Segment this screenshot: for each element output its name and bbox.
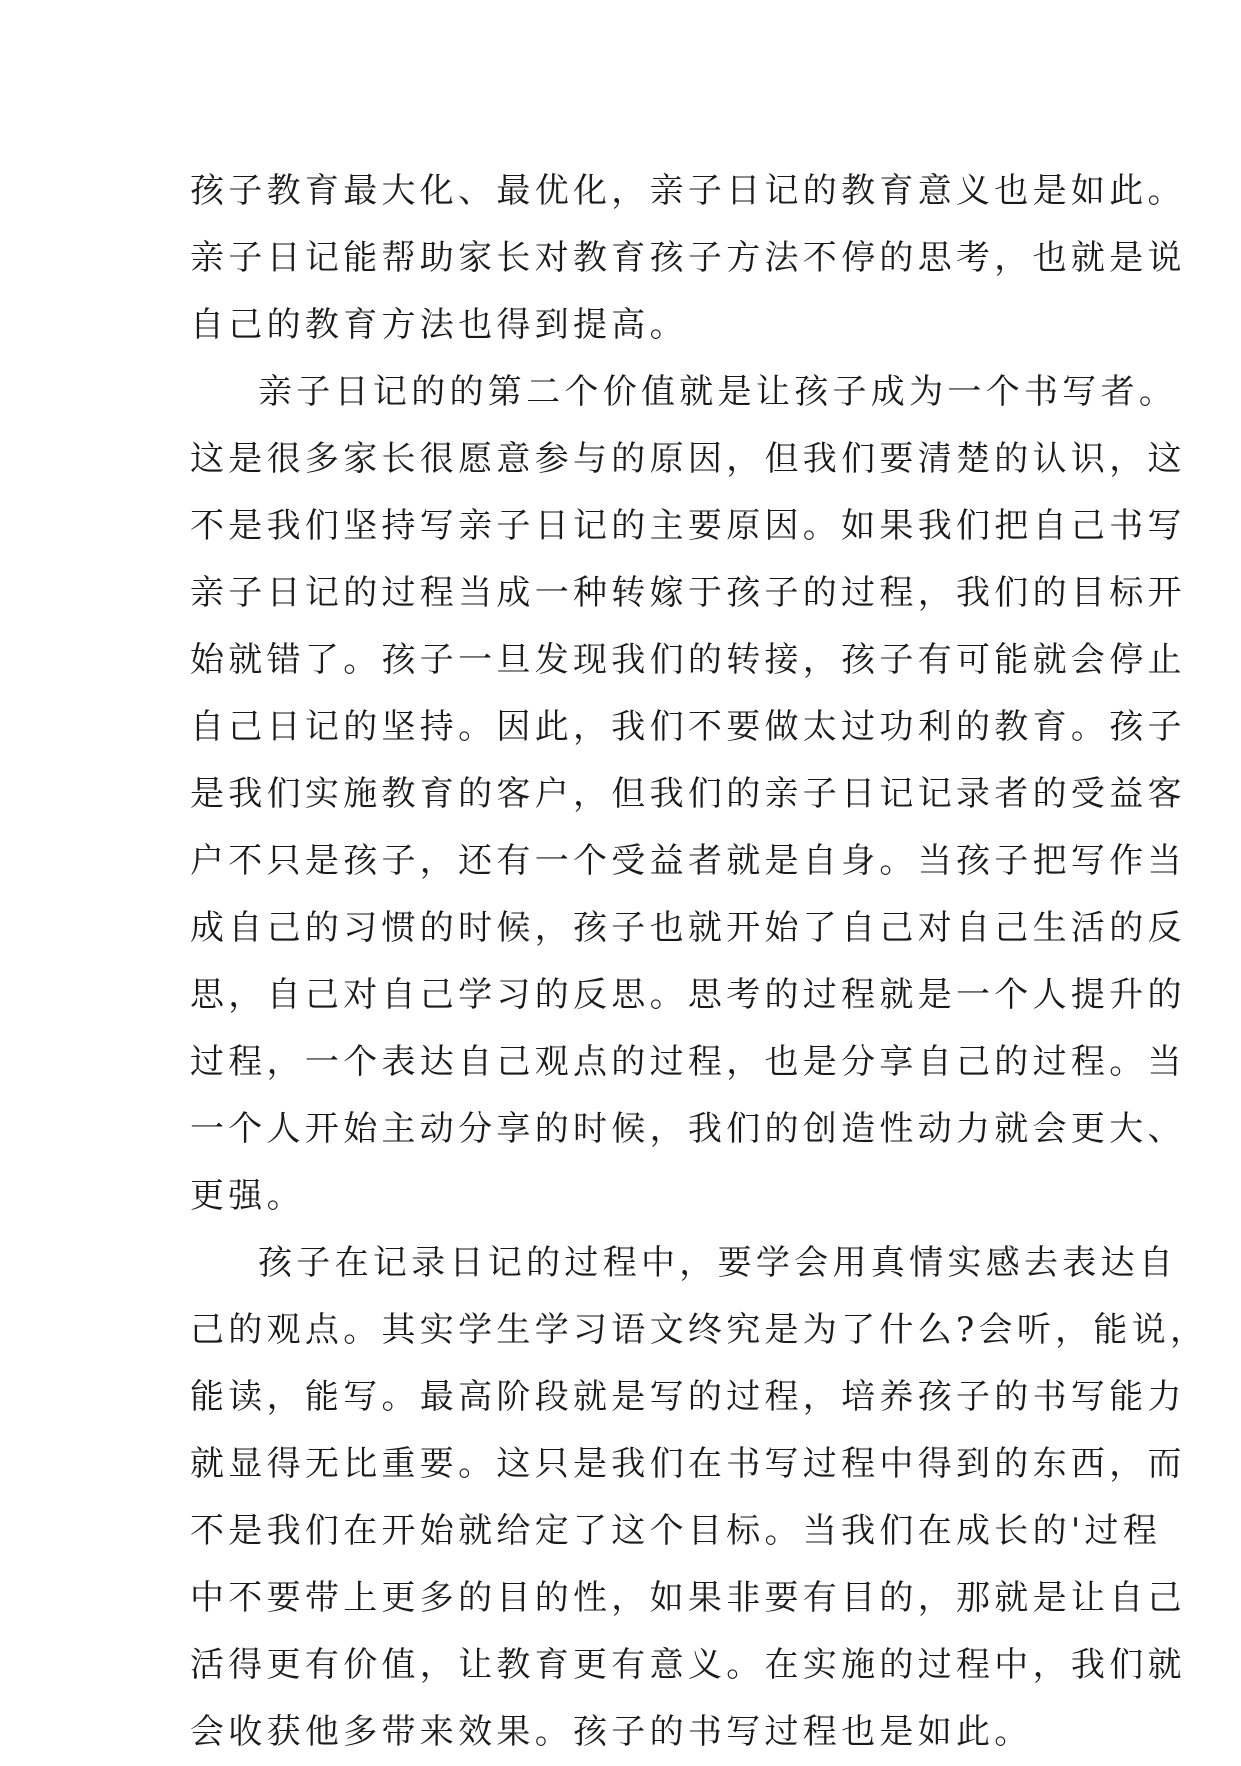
text-line: 过程，一个表达自己观点的过程，也是分享自己的过程。当 — [190, 1042, 1186, 1082]
text-line: 孩子教育最大化、最优化，亲子日记的教育意义也是如此。 — [190, 171, 1186, 211]
text-line: 中不要带上更多的目的性，如果非要有目的，那就是让自己 — [190, 1578, 1186, 1618]
paragraph-3 — [190, 1230, 1209, 1766]
document-page — [190, 158, 1209, 1766]
text-line: 思，自己对自己学习的反思。思考的过程就是一个人提升的 — [190, 975, 1186, 1015]
text-line: 成自己的习惯的时候，孩子也就开始了自己对自己生活的反 — [190, 908, 1186, 948]
text-line: 会收获他多带来效果。孩子的书写过程也是如此。 — [190, 1712, 1033, 1752]
text-line: 一个人开始主动分享的时候，我们的创造性动力就会更大、 — [190, 1109, 1186, 1149]
text-line: 亲子日记的过程当成一种转嫁于孩子的过程，我们的目标开 — [190, 573, 1186, 613]
text-line-indented: 亲子日记的的第二个价值就是让孩子成为一个书写者。 — [258, 372, 1178, 412]
text-line: 始就错了。孩子一旦发现我们的转接，孩子有可能就会停止 — [190, 640, 1186, 680]
text-line: 户不只是孩子，还有一个受益者就是自身。当孩子把写作当 — [190, 841, 1186, 881]
text-line: 己的观点。其实学生学习语文终究是为了什么?会听，能说， — [190, 1310, 1209, 1350]
paragraph-1 — [190, 158, 1186, 359]
text-line: 自己日记的坚持。因此，我们不要做太过功利的教育。孩子 — [190, 707, 1186, 747]
text-line: 就显得无比重要。这只是我们在书写过程中得到的东西，而 — [190, 1444, 1186, 1484]
text-line: 不是我们在开始就给定了这个目标。当我们在成长的'过程 — [190, 1511, 1162, 1551]
text-line: 不是我们坚持写亲子日记的主要原因。如果我们把自己书写 — [190, 506, 1186, 546]
text-line: 自己的教育方法也得到提高。 — [190, 305, 688, 345]
text-line: 活得更有价值，让教育更有意义。在实施的过程中，我们就 — [190, 1645, 1186, 1685]
text-line: 能读，能写。最高阶段就是写的过程，培养孩子的书写能力 — [190, 1377, 1186, 1417]
text-line: 这是很多家长很愿意参与的原因，但我们要清楚的认识，这 — [190, 439, 1186, 479]
paragraph-2 — [190, 359, 1186, 1230]
text-line: 更强。 — [190, 1176, 305, 1216]
text-line-indented: 孩子在记录日记的过程中，要学会用真情实感去表达自 — [258, 1243, 1178, 1283]
text-line: 是我们实施教育的客户，但我们的亲子日记记录者的受益客 — [190, 774, 1186, 814]
text-line: 亲子日记能帮助家长对教育孩子方法不停的思考，也就是说 — [190, 238, 1186, 278]
